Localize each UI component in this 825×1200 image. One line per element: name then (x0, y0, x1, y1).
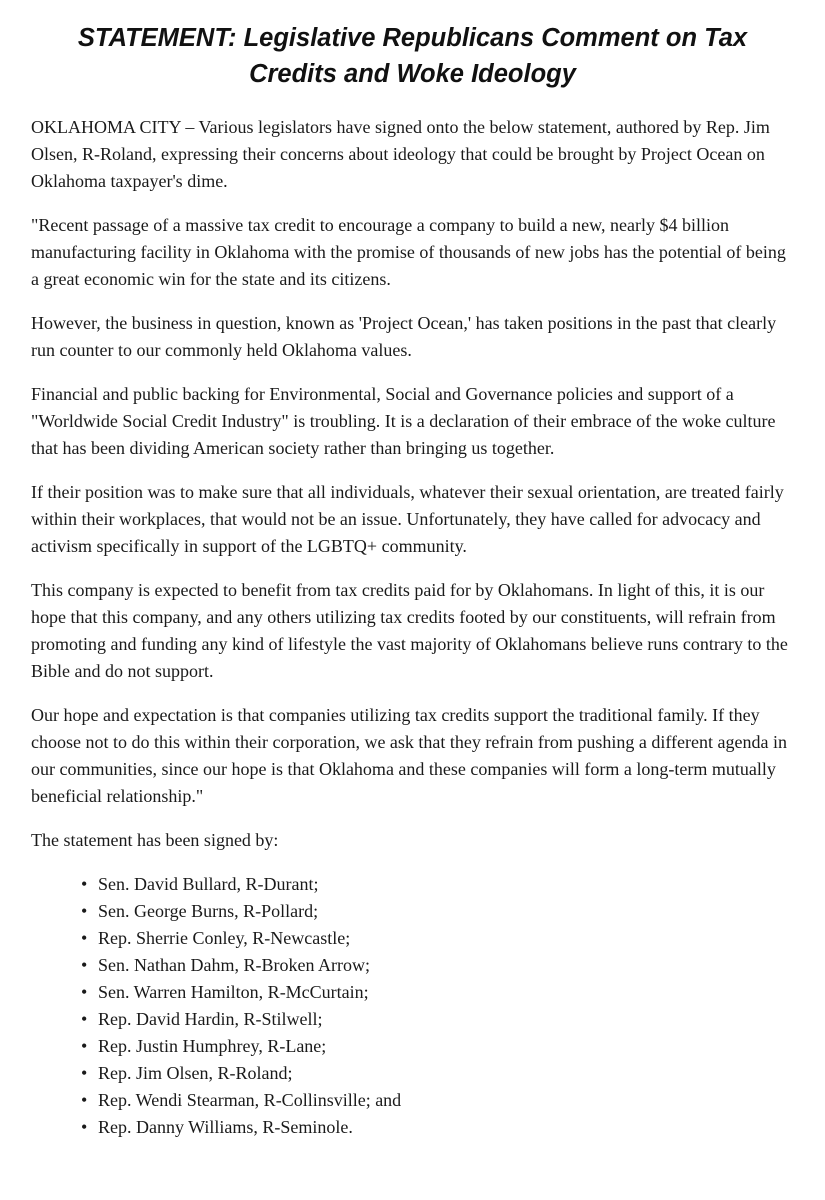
intro-paragraph: OKLAHOMA CITY – Various legislators have signed onto the below statement, authored by Rep. Jim Olsen, R-Roland, expressing their concerns about ideology that could be brought by Project Ocean on Oklahoma taxpayer's dime. (31, 117, 770, 191)
statement-paragraph-3: Financial and public backing for Environmental, Social and Governance policies and support of a "Worldwide Social Credit Industry" is troubling. It is a declaration of their embrace of the woke culture that has been dividing American society rather than bringing us together. (31, 384, 776, 458)
list-item (80, 898, 794, 925)
list-item (80, 979, 794, 1006)
statement-paragraph-6: Our hope and expectation is that companies utilizing tax credits support the traditional family. If they choose not to do this within their corporation, we ask that they refrain from pushing a different agenda in our communities, since our hope is that Oklahoma and these companies will form a long-term mutually beneficial relationship." (31, 705, 787, 806)
signer-name: Sen. Nathan Dahm, R-Broken Arrow; (98, 955, 370, 975)
signer-name: Sen. David Bullard, R-Durant; (98, 874, 319, 894)
bullet-icon: • (81, 955, 88, 975)
bullet-icon: • (81, 874, 88, 894)
list-item (80, 1006, 794, 1033)
signer-name: Rep. Jim Olsen, R-Roland; (98, 1063, 293, 1083)
bullet-icon: • (81, 1117, 88, 1137)
signer-name: Rep. Danny Williams, R-Seminole. (98, 1117, 353, 1137)
press-release (31, 20, 794, 1141)
signer-name: Rep. Sherrie Conley, R-Newcastle; (98, 928, 351, 948)
bullet-icon: • (81, 1009, 88, 1029)
list-item (80, 925, 794, 952)
list-item (80, 871, 794, 898)
signer-name: Sen. George Burns, R-Pollard; (98, 901, 319, 921)
list-item (80, 1114, 794, 1141)
statement-paragraph-4: If their position was to make sure that all individuals, whatever their sexual orientation, are treated fairly within their workplaces, that would not be an issue. Unfortunately, they have called for advocacy and activism specifically in support of the LGBTQ+ community. (31, 482, 784, 556)
bullet-icon: • (81, 982, 88, 1002)
signed-by-heading: The statement has been signed by: (31, 830, 279, 850)
signers-list (31, 871, 794, 1141)
signer-name: Sen. Warren Hamilton, R-McCurtain; (98, 982, 369, 1002)
signer-name: Rep. Justin Humphrey, R-Lane; (98, 1036, 327, 1056)
article-title: STATEMENT: Legislative Republicans Comment on Tax Credits and Woke Ideology (77, 24, 748, 88)
statement-paragraph-5: This company is expected to benefit from tax credits paid for by Oklahomans. In light of this, it is our hope that this company, and any others utilizing tax credits footed by our constituents, will refrain from promoting and funding any kind of lifestyle the vast majority of Oklahomans believe runs contrary to the Bible and do not support. (31, 580, 788, 681)
signer-name: Rep. Wendi Stearman, R-Collinsville; and (98, 1090, 402, 1110)
bullet-icon: • (81, 928, 88, 948)
bullet-icon: • (81, 1063, 88, 1083)
list-item (80, 1087, 794, 1114)
bullet-icon: • (81, 1036, 88, 1056)
bullet-icon: • (81, 1090, 88, 1110)
statement-paragraph-1: "Recent passage of a massive tax credit to encourage a company to build a new, nearly $4 billion manufacturing facility in Oklahoma with the promise of thousands of new jobs has the potential of being a great economic win for the state and its citizens. (31, 215, 786, 289)
list-item (80, 1033, 794, 1060)
list-item (80, 952, 794, 979)
signer-name: Rep. David Hardin, R-Stilwell; (98, 1009, 323, 1029)
bullet-icon: • (81, 901, 88, 921)
list-item (80, 1060, 794, 1087)
statement-paragraph-2: However, the business in question, known as 'Project Ocean,' has taken positions in the past that clearly run counter to our commonly held Oklahoma values. (31, 313, 777, 360)
